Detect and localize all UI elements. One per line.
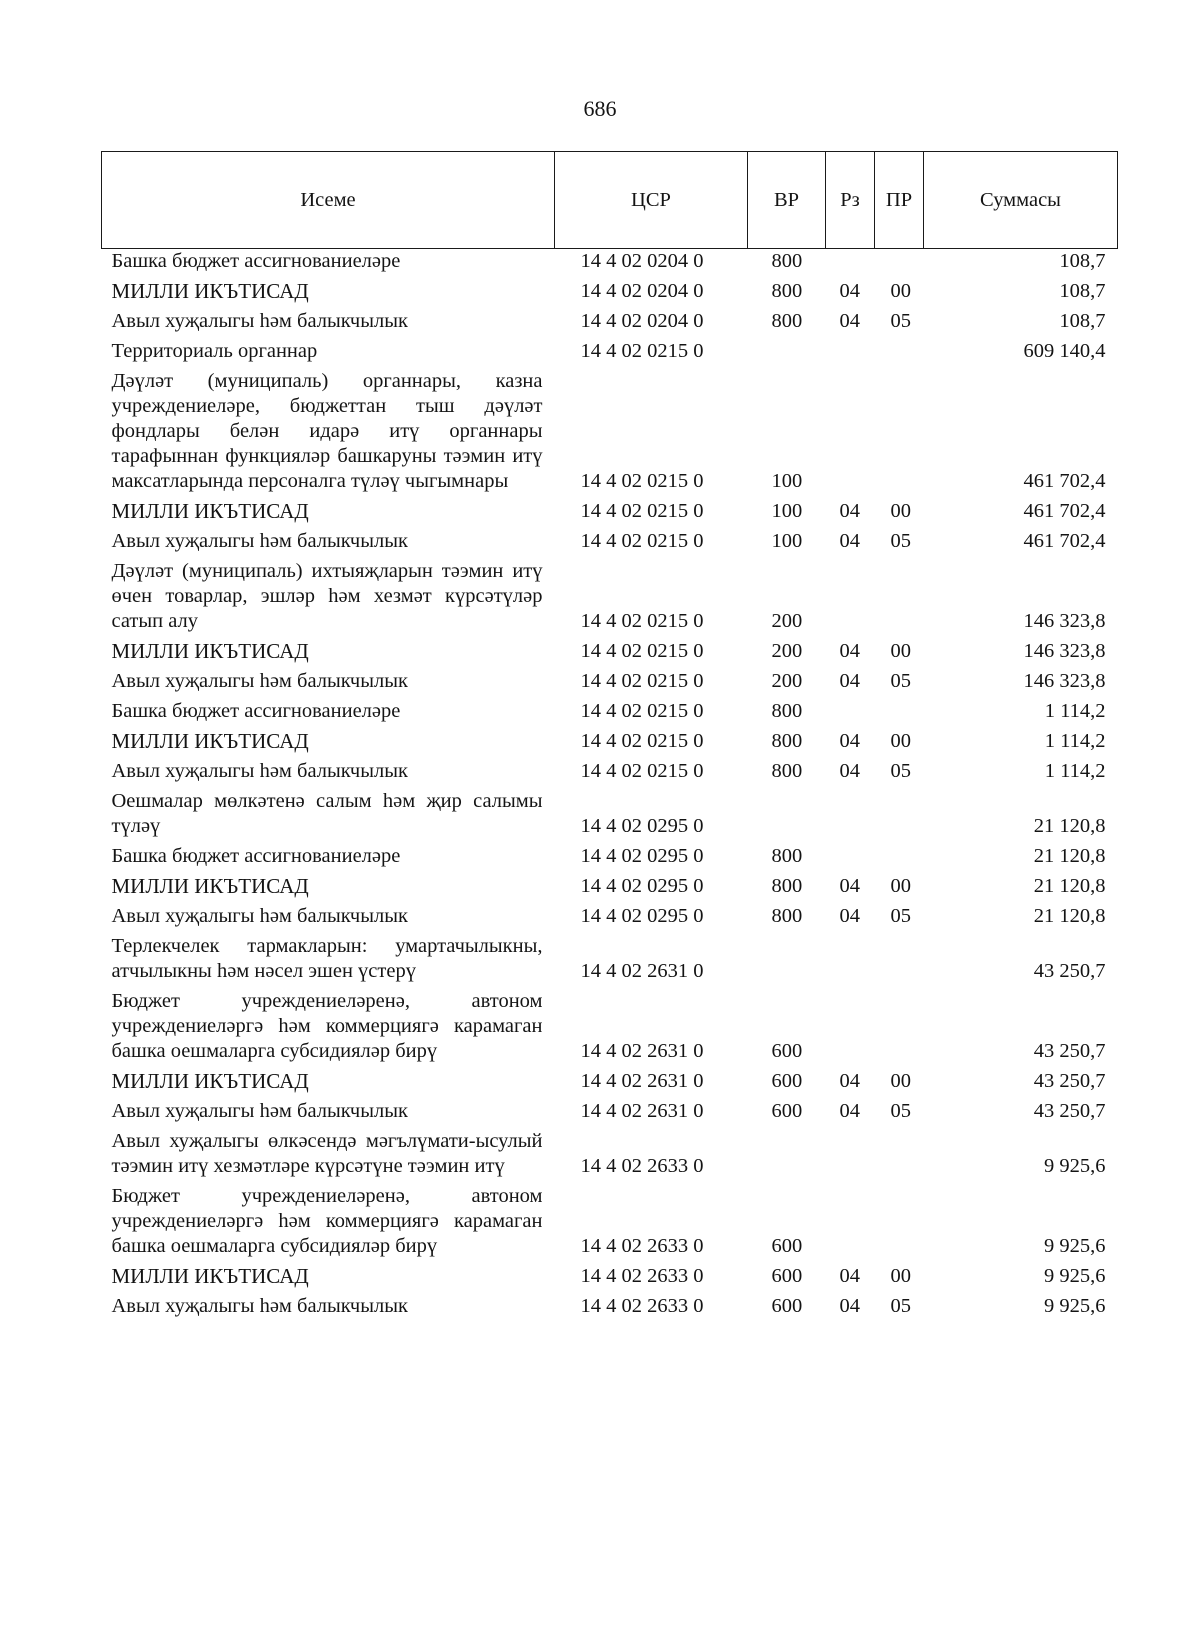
row-pr: 05: [890, 905, 911, 927]
row-name: МИЛЛИ ИКЪТИСАД: [111, 874, 309, 898]
table-row: [102, 527, 1118, 557]
row-pr: [875, 367, 924, 497]
table-row: [102, 1262, 1118, 1292]
row-sum: 609 140,4: [1023, 340, 1106, 362]
row-rz: [826, 337, 875, 367]
row-vr: 800: [771, 730, 803, 752]
row-name: Авыл хуҗалыгы һәм балыкчылык: [111, 760, 408, 782]
table-row: [102, 667, 1118, 697]
row-vr: [748, 787, 826, 842]
row-rz: 04: [839, 1265, 860, 1287]
header-vr: ВР: [748, 152, 826, 249]
row-name: МИЛЛИ ИКЪТИСАД: [111, 729, 309, 753]
row-rz: [826, 787, 875, 842]
row-vr: 600: [771, 1070, 803, 1092]
table-body: [102, 249, 1118, 1323]
row-pr: [875, 1182, 924, 1262]
row-csr: 14 4 02 0215 0: [580, 760, 704, 782]
row-pr: [875, 932, 924, 987]
row-pr: 00: [890, 280, 911, 302]
row-sum: 43 250,7: [1033, 1100, 1106, 1122]
row-rz: 04: [839, 310, 860, 332]
row-rz: 04: [839, 875, 860, 897]
header-name: Исеме: [102, 152, 555, 249]
row-pr: [875, 842, 924, 872]
row-rz: 04: [839, 730, 860, 752]
row-pr: 05: [890, 760, 911, 782]
row-rz: [826, 932, 875, 987]
row-pr: [875, 557, 924, 637]
row-vr: 600: [771, 1295, 803, 1317]
row-name: Дәүләт (муниципаль) органнары, казна учреждениеләре, бюджеттан тыш дәүләт фондлары белән идарә итү органнары тарафыннан функцияләр башкаруны тәэмин итү максатларында персоналга түләү чыгымнары: [111, 370, 543, 492]
row-vr: 800: [771, 700, 803, 722]
table-row: [102, 557, 1118, 637]
page-number: 686: [583, 96, 617, 121]
row-csr: 14 4 02 0215 0: [580, 530, 704, 552]
table-row: [102, 1067, 1118, 1097]
table-row: [102, 987, 1118, 1067]
row-sum: 1 114,2: [1044, 700, 1106, 722]
table-row: [102, 787, 1118, 842]
row-vr: 800: [771, 250, 803, 272]
row-pr: [875, 987, 924, 1067]
row-pr: 05: [890, 530, 911, 552]
table-row: [102, 842, 1118, 872]
row-sum: 108,7: [1059, 310, 1106, 332]
row-sum: 9 925,6: [1044, 1155, 1106, 1177]
header-csr: ЦСР: [555, 152, 748, 249]
row-vr: 800: [771, 845, 803, 867]
row-sum: 21 120,8: [1033, 905, 1106, 927]
table-row: [102, 367, 1118, 497]
row-rz: 04: [839, 1070, 860, 1092]
row-vr: 800: [771, 760, 803, 782]
row-vr: 600: [771, 1235, 803, 1257]
row-csr: 14 4 02 0215 0: [580, 340, 704, 362]
row-pr: 05: [890, 1295, 911, 1317]
row-pr: 05: [890, 310, 911, 332]
row-csr: 14 4 02 0215 0: [580, 640, 704, 662]
row-sum: 108,7: [1059, 280, 1106, 302]
row-vr: [748, 1127, 826, 1182]
row-csr: 14 4 02 0204 0: [580, 310, 704, 332]
row-rz: [826, 367, 875, 497]
row-name: МИЛЛИ ИКЪТИСАД: [111, 1069, 309, 1093]
row-rz: [826, 842, 875, 872]
row-sum: 146 323,8: [1023, 610, 1106, 632]
row-pr: 00: [890, 500, 911, 522]
row-pr: [875, 1127, 924, 1182]
row-name: Бюджет учреждениеләренә, автоном учреждениеләргә һәм коммерциягә карамаган башка оешмаларга субсидияләр бирү: [111, 990, 543, 1062]
row-csr: 14 4 02 0215 0: [580, 500, 704, 522]
row-sum: 43 250,7: [1033, 1040, 1106, 1062]
row-name: Оешмалар мөлкәтенә салым һәм җир салымы түләү: [111, 790, 543, 837]
table-row: [102, 902, 1118, 932]
row-sum: 461 702,4: [1023, 470, 1106, 492]
row-name: Авыл хуҗалыгы өлкәсендә мәгълүмати-ысулый тәэмин итү хезмәтләре күрсәтүне тәэмин итү: [111, 1130, 543, 1177]
table-header: [102, 152, 1118, 249]
row-csr: 14 4 02 2633 0: [580, 1295, 704, 1317]
row-sum: 21 120,8: [1033, 875, 1106, 897]
row-pr: 05: [890, 670, 911, 692]
row-name: МИЛЛИ ИКЪТИСАД: [111, 279, 309, 303]
row-pr: 00: [890, 1070, 911, 1092]
row-csr: 14 4 02 0215 0: [580, 610, 704, 632]
row-csr: 14 4 02 0215 0: [580, 670, 704, 692]
row-pr: [875, 787, 924, 842]
row-rz: [826, 697, 875, 727]
row-rz: 04: [839, 905, 860, 927]
row-vr: 100: [771, 500, 803, 522]
row-sum: 108,7: [1059, 250, 1106, 272]
row-vr: [748, 932, 826, 987]
row-pr: 00: [890, 640, 911, 662]
row-name: Авыл хуҗалыгы һәм балыкчылык: [111, 905, 408, 927]
row-pr: [875, 337, 924, 367]
row-name: МИЛЛИ ИКЪТИСАД: [111, 499, 309, 523]
row-csr: 14 4 02 0295 0: [580, 845, 704, 867]
row-pr: 00: [890, 875, 911, 897]
row-csr: 14 4 02 0215 0: [580, 470, 704, 492]
table-row: [102, 697, 1118, 727]
row-name: Авыл хуҗалыгы һәм балыкчылык: [111, 1100, 408, 1122]
row-csr: 14 4 02 0295 0: [580, 905, 704, 927]
row-name: Терлекчелек тармакларын: умартачылыкны, атчылыкны һәм нәсел эшен үстерү: [111, 935, 543, 982]
row-vr: 100: [771, 470, 803, 492]
row-pr: 05: [890, 1100, 911, 1122]
row-csr: 14 4 02 0215 0: [580, 700, 704, 722]
row-sum: 21 120,8: [1033, 815, 1106, 837]
row-sum: 1 114,2: [1044, 730, 1106, 752]
row-vr: 800: [771, 875, 803, 897]
table-row: [102, 1097, 1118, 1127]
row-vr: 800: [771, 905, 803, 927]
row-rz: 04: [839, 1295, 860, 1317]
row-csr: 14 4 02 2633 0: [580, 1235, 704, 1257]
table-row: [102, 872, 1118, 902]
row-name: МИЛЛИ ИКЪТИСАД: [111, 1264, 309, 1288]
header-row: [102, 152, 1118, 249]
row-vr: [748, 337, 826, 367]
row-vr: 800: [771, 310, 803, 332]
row-name: Авыл хуҗалыгы һәм балыкчылык: [111, 530, 408, 552]
table-row: [102, 637, 1118, 667]
row-name: Башка бюджет ассигнованиеләре: [111, 250, 401, 272]
row-sum: 146 323,8: [1023, 670, 1106, 692]
row-sum: 1 114,2: [1044, 760, 1106, 782]
row-csr: 14 4 02 0204 0: [580, 280, 704, 302]
row-csr: 14 4 02 0204 0: [580, 250, 704, 272]
row-rz: 04: [839, 670, 860, 692]
row-csr: 14 4 02 0295 0: [580, 875, 704, 897]
budget-table: [101, 151, 1118, 1322]
row-vr: 100: [771, 530, 803, 552]
table-row: [102, 757, 1118, 787]
row-name: Авыл хуҗалыгы һәм балыкчылык: [111, 310, 408, 332]
row-name: Башка бюджет ассигнованиеләре: [111, 700, 401, 722]
row-rz: 04: [839, 530, 860, 552]
row-sum: 9 925,6: [1044, 1265, 1106, 1287]
table-row: [102, 1292, 1118, 1322]
row-sum: 146 323,8: [1023, 640, 1106, 662]
row-csr: 14 4 02 2631 0: [580, 960, 704, 982]
row-rz: [826, 1127, 875, 1182]
row-csr: 14 4 02 0215 0: [580, 730, 704, 752]
row-name: Территориаль органнар: [111, 340, 318, 362]
row-vr: 600: [771, 1265, 803, 1287]
row-rz: [826, 557, 875, 637]
row-rz: [826, 249, 875, 278]
row-vr: 200: [771, 610, 803, 632]
row-rz: [826, 987, 875, 1067]
row-sum: 43 250,7: [1033, 960, 1106, 982]
row-vr: 800: [771, 280, 803, 302]
table-row: [102, 337, 1118, 367]
table-row: [102, 1127, 1118, 1182]
row-csr: 14 4 02 2633 0: [580, 1265, 704, 1287]
row-vr: 600: [771, 1040, 803, 1062]
row-csr: 14 4 02 2631 0: [580, 1040, 704, 1062]
row-rz: [826, 1182, 875, 1262]
row-rz: 04: [839, 500, 860, 522]
table-row: [102, 277, 1118, 307]
table-row: [102, 497, 1118, 527]
row-vr: 600: [771, 1100, 803, 1122]
row-name: Авыл хуҗалыгы һәм балыкчылык: [111, 670, 408, 692]
row-name: Башка бюджет ассигнованиеләре: [111, 845, 401, 867]
row-sum: 43 250,7: [1033, 1070, 1106, 1092]
row-name: Бюджет учреждениеләренә, автоном учреждениеләргә һәм коммерциягә карамаган башка оешмаларга субсидияләр бирү: [111, 1185, 543, 1257]
row-vr: 200: [771, 670, 803, 692]
row-rz: 04: [839, 640, 860, 662]
row-rz: 04: [839, 1100, 860, 1122]
row-sum: 21 120,8: [1033, 845, 1106, 867]
row-csr: 14 4 02 2633 0: [580, 1155, 704, 1177]
header-pr: ПР: [875, 152, 924, 249]
row-csr: 14 4 02 0295 0: [580, 815, 704, 837]
table-row: [102, 1182, 1118, 1262]
header-sum: Суммасы: [924, 152, 1118, 249]
row-vr: 200: [771, 640, 803, 662]
row-pr: 00: [890, 730, 911, 752]
table-row: [102, 307, 1118, 337]
row-pr: [875, 697, 924, 727]
row-sum: 9 925,6: [1044, 1295, 1106, 1317]
row-csr: 14 4 02 2631 0: [580, 1070, 704, 1092]
row-sum: 461 702,4: [1023, 530, 1106, 552]
row-sum: 461 702,4: [1023, 500, 1106, 522]
header-rz: Рз: [826, 152, 875, 249]
table-row: [102, 249, 1118, 278]
row-csr: 14 4 02 2631 0: [580, 1100, 704, 1122]
row-pr: 00: [890, 1265, 911, 1287]
row-pr: [875, 249, 924, 278]
table-row: [102, 727, 1118, 757]
row-name: Дәүләт (муниципаль) ихтыяҗларын тәэмин итү өчен товарлар, эшләр һәм хезмәт күрсәтүләр сатып алу: [111, 560, 543, 632]
table-row: [102, 932, 1118, 987]
row-rz: 04: [839, 280, 860, 302]
row-rz: 04: [839, 760, 860, 782]
row-name: МИЛЛИ ИКЪТИСАД: [111, 639, 309, 663]
row-name: Авыл хуҗалыгы һәм балыкчылык: [111, 1295, 408, 1317]
row-sum: 9 925,6: [1044, 1235, 1106, 1257]
